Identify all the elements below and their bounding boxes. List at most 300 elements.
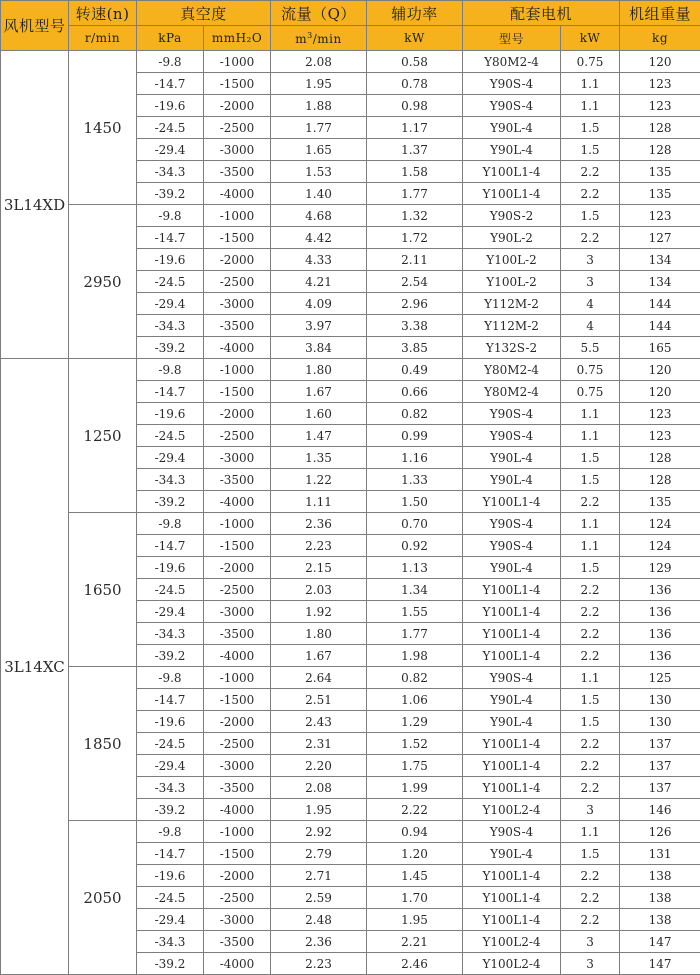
cell-power: 1.37 xyxy=(367,139,463,161)
cell-motor-kw: 2.2 xyxy=(561,733,620,755)
model-cell: 3L14XD xyxy=(1,51,69,359)
cell-flow: 2.51 xyxy=(271,689,367,711)
header-speed-unit: r/min xyxy=(69,26,137,51)
cell-power: 1.50 xyxy=(367,491,463,513)
cell-mmh2o: -2500 xyxy=(204,733,271,755)
cell-motor-type: Y100L1-4 xyxy=(463,777,561,799)
cell-weight: 123 xyxy=(620,95,700,117)
cell-motor-type: Y100L2-4 xyxy=(463,799,561,821)
cell-motor-type: Y80M2-4 xyxy=(463,381,561,403)
cell-motor-type: Y80M2-4 xyxy=(463,51,561,73)
header-model: 风机型号 xyxy=(1,1,69,51)
cell-motor-type: Y100L-2 xyxy=(463,271,561,293)
cell-weight: 123 xyxy=(620,403,700,425)
cell-motor-type: Y112M-2 xyxy=(463,315,561,337)
cell-flow: 2.15 xyxy=(271,557,367,579)
cell-mmh2o: -3000 xyxy=(204,139,271,161)
cell-motor-type: Y100L1-4 xyxy=(463,183,561,205)
cell-mmh2o: -2500 xyxy=(204,887,271,909)
cell-motor-kw: 2.2 xyxy=(561,579,620,601)
cell-flow: 1.77 xyxy=(271,117,367,139)
cell-kpa: -24.5 xyxy=(137,425,204,447)
cell-motor-kw: 1.1 xyxy=(561,95,620,117)
cell-mmh2o: -4000 xyxy=(204,799,271,821)
table-header xyxy=(1,1,700,51)
cell-motor-kw: 2.2 xyxy=(561,887,620,909)
cell-weight: 135 xyxy=(620,161,700,183)
cell-kpa: -39.2 xyxy=(137,953,204,975)
cell-motor-kw: 2.2 xyxy=(561,777,620,799)
cell-weight: 144 xyxy=(620,293,700,315)
cell-flow: 1.22 xyxy=(271,469,367,491)
cell-weight: 138 xyxy=(620,865,700,887)
cell-mmh2o: -3500 xyxy=(204,777,271,799)
cell-flow: 2.36 xyxy=(271,513,367,535)
cell-flow: 2.59 xyxy=(271,887,367,909)
header-speed: 转速(n) xyxy=(69,1,137,26)
cell-weight: 144 xyxy=(620,315,700,337)
cell-flow: 4.68 xyxy=(271,205,367,227)
cell-motor-kw: 3 xyxy=(561,953,620,975)
cell-motor-kw: 4 xyxy=(561,315,620,337)
cell-mmh2o: -1500 xyxy=(204,843,271,865)
cell-motor-kw: 2.2 xyxy=(561,645,620,667)
cell-flow: 1.11 xyxy=(271,491,367,513)
cell-power: 3.85 xyxy=(367,337,463,359)
cell-motor-type: Y90S-4 xyxy=(463,425,561,447)
cell-weight: 146 xyxy=(620,799,700,821)
cell-motor-type: Y90L-4 xyxy=(463,447,561,469)
cell-flow: 1.40 xyxy=(271,183,367,205)
cell-weight: 120 xyxy=(620,51,700,73)
cell-motor-kw: 1.5 xyxy=(561,205,620,227)
cell-weight: 126 xyxy=(620,821,700,843)
cell-mmh2o: -4000 xyxy=(204,183,271,205)
cell-mmh2o: -2000 xyxy=(204,711,271,733)
cell-flow: 2.23 xyxy=(271,535,367,557)
cell-mmh2o: -2000 xyxy=(204,865,271,887)
cell-motor-type: Y100L2-4 xyxy=(463,953,561,975)
cell-flow: 1.67 xyxy=(271,381,367,403)
cell-flow: 2.23 xyxy=(271,953,367,975)
cell-motor-type: Y90L-4 xyxy=(463,557,561,579)
cell-flow: 2.92 xyxy=(271,821,367,843)
cell-weight: 131 xyxy=(620,843,700,865)
cell-motor-kw: 3 xyxy=(561,249,620,271)
cell-mmh2o: -1500 xyxy=(204,689,271,711)
table-row xyxy=(1,667,700,689)
header-motor-kw: kW xyxy=(561,26,620,51)
cell-mmh2o: -4000 xyxy=(204,645,271,667)
cell-kpa: -14.7 xyxy=(137,381,204,403)
cell-power: 1.75 xyxy=(367,755,463,777)
cell-flow: 1.95 xyxy=(271,799,367,821)
cell-flow: 4.09 xyxy=(271,293,367,315)
cell-motor-kw: 1.1 xyxy=(561,535,620,557)
cell-motor-type: Y100L2-4 xyxy=(463,931,561,953)
cell-mmh2o: -2000 xyxy=(204,557,271,579)
cell-motor-type: Y100L1-4 xyxy=(463,909,561,931)
cell-flow: 1.35 xyxy=(271,447,367,469)
cell-power: 1.13 xyxy=(367,557,463,579)
cell-weight: 136 xyxy=(620,645,700,667)
cell-motor-kw: 1.1 xyxy=(561,73,620,95)
cell-power: 2.21 xyxy=(367,931,463,953)
cell-kpa: -34.3 xyxy=(137,623,204,645)
cell-flow: 3.84 xyxy=(271,337,367,359)
cell-motor-kw: 1.5 xyxy=(561,843,620,865)
header-motor-type: 型号 xyxy=(463,26,561,51)
cell-kpa: -14.7 xyxy=(137,689,204,711)
cell-mmh2o: -4000 xyxy=(204,953,271,975)
cell-mmh2o: -1000 xyxy=(204,205,271,227)
cell-kpa: -9.8 xyxy=(137,51,204,73)
cell-kpa: -14.7 xyxy=(137,535,204,557)
cell-flow: 1.65 xyxy=(271,139,367,161)
cell-mmh2o: -3000 xyxy=(204,909,271,931)
cell-motor-type: Y100L-2 xyxy=(463,249,561,271)
cell-mmh2o: -3000 xyxy=(204,447,271,469)
cell-flow: 1.47 xyxy=(271,425,367,447)
cell-weight: 128 xyxy=(620,117,700,139)
cell-power: 1.34 xyxy=(367,579,463,601)
cell-kpa: -29.4 xyxy=(137,139,204,161)
cell-weight: 137 xyxy=(620,733,700,755)
speed-cell: 2050 xyxy=(69,821,137,975)
cell-power: 1.32 xyxy=(367,205,463,227)
cell-mmh2o: -3000 xyxy=(204,293,271,315)
cell-motor-kw: 2.2 xyxy=(561,909,620,931)
cell-kpa: -39.2 xyxy=(137,337,204,359)
cell-motor-kw: 2.2 xyxy=(561,755,620,777)
cell-motor-type: Y90S-4 xyxy=(463,821,561,843)
cell-flow: 2.79 xyxy=(271,843,367,865)
cell-flow: 2.48 xyxy=(271,909,367,931)
speed-cell: 1650 xyxy=(69,513,137,667)
cell-weight: 129 xyxy=(620,557,700,579)
cell-kpa: -19.6 xyxy=(137,95,204,117)
cell-power: 0.98 xyxy=(367,95,463,117)
cell-weight: 128 xyxy=(620,447,700,469)
cell-flow: 2.20 xyxy=(271,755,367,777)
cell-motor-type: Y90S-4 xyxy=(463,535,561,557)
cell-mmh2o: -1500 xyxy=(204,227,271,249)
cell-motor-type: Y100L1-4 xyxy=(463,733,561,755)
cell-motor-type: Y90S-4 xyxy=(463,95,561,117)
cell-motor-type: Y100L1-4 xyxy=(463,887,561,909)
cell-motor-type: Y90L-4 xyxy=(463,689,561,711)
cell-flow: 1.80 xyxy=(271,623,367,645)
cell-weight: 137 xyxy=(620,777,700,799)
table-body xyxy=(1,51,700,975)
cell-flow: 1.88 xyxy=(271,95,367,117)
cell-power: 1.16 xyxy=(367,447,463,469)
cell-kpa: -34.3 xyxy=(137,469,204,491)
cell-kpa: -9.8 xyxy=(137,359,204,381)
header-flow: 流量（Q） xyxy=(271,1,367,26)
cell-motor-type: Y100L1-4 xyxy=(463,579,561,601)
table-row xyxy=(1,821,700,843)
cell-motor-kw: 1.5 xyxy=(561,711,620,733)
cell-mmh2o: -3500 xyxy=(204,469,271,491)
cell-flow: 4.21 xyxy=(271,271,367,293)
cell-power: 0.78 xyxy=(367,73,463,95)
cell-mmh2o: -2500 xyxy=(204,425,271,447)
cell-power: 2.54 xyxy=(367,271,463,293)
table-row xyxy=(1,513,700,535)
cell-kpa: -14.7 xyxy=(137,73,204,95)
cell-power: 1.98 xyxy=(367,645,463,667)
cell-weight: 123 xyxy=(620,205,700,227)
cell-weight: 137 xyxy=(620,755,700,777)
cell-kpa: -9.8 xyxy=(137,821,204,843)
cell-weight: 130 xyxy=(620,711,700,733)
cell-weight: 123 xyxy=(620,73,700,95)
flow-unit-base: m xyxy=(295,32,307,46)
table-row xyxy=(1,51,700,73)
cell-kpa: -34.3 xyxy=(137,315,204,337)
cell-mmh2o: -1500 xyxy=(204,535,271,557)
cell-motor-kw: 1.5 xyxy=(561,139,620,161)
cell-power: 1.72 xyxy=(367,227,463,249)
cell-mmh2o: -1500 xyxy=(204,381,271,403)
cell-kpa: -39.2 xyxy=(137,183,204,205)
cell-power: 0.58 xyxy=(367,51,463,73)
cell-flow: 2.64 xyxy=(271,667,367,689)
cell-flow: 1.92 xyxy=(271,601,367,623)
cell-power: 1.06 xyxy=(367,689,463,711)
cell-weight: 134 xyxy=(620,271,700,293)
cell-power: 2.46 xyxy=(367,953,463,975)
cell-weight: 128 xyxy=(620,469,700,491)
table-row xyxy=(1,205,700,227)
cell-weight: 135 xyxy=(620,183,700,205)
flow-unit-tail: /min xyxy=(313,32,342,46)
cell-mmh2o: -2000 xyxy=(204,403,271,425)
cell-mmh2o: -1000 xyxy=(204,513,271,535)
cell-flow: 2.03 xyxy=(271,579,367,601)
cell-weight: 136 xyxy=(620,623,700,645)
cell-mmh2o: -3000 xyxy=(204,601,271,623)
cell-kpa: -34.3 xyxy=(137,161,204,183)
cell-kpa: -19.6 xyxy=(137,249,204,271)
cell-motor-kw: 1.5 xyxy=(561,557,620,579)
cell-mmh2o: -2500 xyxy=(204,271,271,293)
cell-motor-kw: 1.5 xyxy=(561,117,620,139)
cell-motor-kw: 0.75 xyxy=(561,359,620,381)
cell-motor-type: Y90L-4 xyxy=(463,843,561,865)
cell-kpa: -39.2 xyxy=(137,645,204,667)
cell-motor-kw: 2.2 xyxy=(561,227,620,249)
cell-flow: 3.97 xyxy=(271,315,367,337)
cell-weight: 138 xyxy=(620,909,700,931)
header-vacuum-kpa: kPa xyxy=(137,26,204,51)
cell-motor-type: Y90S-4 xyxy=(463,403,561,425)
cell-power: 0.66 xyxy=(367,381,463,403)
cell-power: 0.82 xyxy=(367,403,463,425)
cell-motor-type: Y100L1-4 xyxy=(463,755,561,777)
cell-kpa: -39.2 xyxy=(137,491,204,513)
cell-kpa: -29.4 xyxy=(137,909,204,931)
cell-power: 0.99 xyxy=(367,425,463,447)
cell-motor-type: Y90L-4 xyxy=(463,117,561,139)
cell-power: 1.55 xyxy=(367,601,463,623)
cell-weight: 165 xyxy=(620,337,700,359)
cell-power: 1.77 xyxy=(367,183,463,205)
cell-flow: 2.08 xyxy=(271,777,367,799)
cell-power: 1.29 xyxy=(367,711,463,733)
cell-power: 0.82 xyxy=(367,667,463,689)
cell-kpa: -24.5 xyxy=(137,271,204,293)
cell-power: 1.99 xyxy=(367,777,463,799)
header-weight-unit: kg xyxy=(620,26,700,51)
cell-power: 0.92 xyxy=(367,535,463,557)
header-vacuum: 真空度 xyxy=(137,1,271,26)
cell-kpa: -29.4 xyxy=(137,293,204,315)
cell-motor-kw: 1.5 xyxy=(561,447,620,469)
cell-motor-kw: 2.2 xyxy=(561,601,620,623)
cell-motor-type: Y90S-4 xyxy=(463,73,561,95)
cell-weight: 135 xyxy=(620,491,700,513)
cell-flow: 4.42 xyxy=(271,227,367,249)
cell-flow: 2.08 xyxy=(271,51,367,73)
cell-power: 1.52 xyxy=(367,733,463,755)
cell-motor-type: Y90L-2 xyxy=(463,227,561,249)
cell-flow: 1.95 xyxy=(271,73,367,95)
cell-kpa: -24.5 xyxy=(137,117,204,139)
cell-power: 3.38 xyxy=(367,315,463,337)
cell-motor-type: Y90L-4 xyxy=(463,469,561,491)
header-flow-unit xyxy=(271,26,367,51)
speed-cell: 1850 xyxy=(69,667,137,821)
model-cell: 3L14XC xyxy=(1,359,69,975)
cell-power: 0.94 xyxy=(367,821,463,843)
cell-motor-type: Y80M2-4 xyxy=(463,359,561,381)
cell-kpa: -19.6 xyxy=(137,403,204,425)
cell-motor-kw: 3 xyxy=(561,271,620,293)
cell-motor-kw: 0.75 xyxy=(561,51,620,73)
cell-power: 1.17 xyxy=(367,117,463,139)
cell-mmh2o: -3500 xyxy=(204,161,271,183)
cell-weight: 124 xyxy=(620,513,700,535)
cell-kpa: -34.3 xyxy=(137,931,204,953)
cell-kpa: -9.8 xyxy=(137,513,204,535)
cell-weight: 134 xyxy=(620,249,700,271)
header-power: 辅功率 xyxy=(367,1,463,26)
cell-motor-type: Y132S-2 xyxy=(463,337,561,359)
speed-cell: 1250 xyxy=(69,359,137,513)
cell-mmh2o: -2500 xyxy=(204,579,271,601)
cell-mmh2o: -1000 xyxy=(204,359,271,381)
cell-kpa: -29.4 xyxy=(137,601,204,623)
cell-power: 0.49 xyxy=(367,359,463,381)
cell-mmh2o: -3500 xyxy=(204,623,271,645)
cell-motor-kw: 1.5 xyxy=(561,689,620,711)
cell-motor-kw: 1.5 xyxy=(561,469,620,491)
cell-motor-type: Y100L1-4 xyxy=(463,623,561,645)
cell-kpa: -14.7 xyxy=(137,843,204,865)
cell-flow: 2.71 xyxy=(271,865,367,887)
cell-power: 1.33 xyxy=(367,469,463,491)
cell-motor-kw: 5.5 xyxy=(561,337,620,359)
cell-power: 1.70 xyxy=(367,887,463,909)
speed-cell: 2950 xyxy=(69,205,137,359)
cell-motor-type: Y90L-4 xyxy=(463,711,561,733)
cell-power: 2.11 xyxy=(367,249,463,271)
speed-cell: 1450 xyxy=(69,51,137,205)
cell-mmh2o: -2000 xyxy=(204,249,271,271)
cell-motor-kw: 2.2 xyxy=(561,183,620,205)
cell-motor-kw: 3 xyxy=(561,799,620,821)
cell-weight: 127 xyxy=(620,227,700,249)
cell-kpa: -24.5 xyxy=(137,733,204,755)
cell-weight: 138 xyxy=(620,887,700,909)
cell-power: 0.70 xyxy=(367,513,463,535)
cell-weight: 130 xyxy=(620,689,700,711)
cell-kpa: -9.8 xyxy=(137,205,204,227)
cell-kpa: -19.6 xyxy=(137,711,204,733)
cell-flow: 1.67 xyxy=(271,645,367,667)
cell-kpa: -14.7 xyxy=(137,227,204,249)
cell-weight: 128 xyxy=(620,139,700,161)
header-power-unit: kW xyxy=(367,26,463,51)
cell-mmh2o: -4000 xyxy=(204,337,271,359)
cell-power: 1.20 xyxy=(367,843,463,865)
table-row xyxy=(1,359,700,381)
cell-kpa: -29.4 xyxy=(137,447,204,469)
header-weight: 机组重量 xyxy=(620,1,700,26)
cell-mmh2o: -2000 xyxy=(204,95,271,117)
cell-mmh2o: -1000 xyxy=(204,51,271,73)
cell-motor-kw: 1.1 xyxy=(561,821,620,843)
flow-unit-sup: 3 xyxy=(307,31,313,40)
cell-mmh2o: -3500 xyxy=(204,931,271,953)
cell-kpa: -19.6 xyxy=(137,865,204,887)
cell-kpa: -24.5 xyxy=(137,579,204,601)
cell-power: 1.58 xyxy=(367,161,463,183)
cell-motor-kw: 1.1 xyxy=(561,667,620,689)
cell-kpa: -39.2 xyxy=(137,799,204,821)
cell-weight: 124 xyxy=(620,535,700,557)
cell-kpa: -34.3 xyxy=(137,777,204,799)
cell-motor-type: Y100L1-4 xyxy=(463,865,561,887)
cell-mmh2o: -1000 xyxy=(204,667,271,689)
cell-flow: 2.43 xyxy=(271,711,367,733)
cell-weight: 125 xyxy=(620,667,700,689)
cell-flow: 1.60 xyxy=(271,403,367,425)
cell-mmh2o: -4000 xyxy=(204,491,271,513)
cell-motor-kw: 3 xyxy=(561,931,620,953)
cell-weight: 120 xyxy=(620,359,700,381)
cell-power: 1.95 xyxy=(367,909,463,931)
header-motor: 配套电机 xyxy=(463,1,620,26)
cell-motor-kw: 2.2 xyxy=(561,491,620,513)
cell-kpa: -19.6 xyxy=(137,557,204,579)
cell-motor-type: Y90S-2 xyxy=(463,205,561,227)
cell-power: 2.96 xyxy=(367,293,463,315)
cell-motor-kw: 0.75 xyxy=(561,381,620,403)
cell-mmh2o: -2500 xyxy=(204,117,271,139)
cell-power: 2.22 xyxy=(367,799,463,821)
cell-motor-kw: 2.2 xyxy=(561,865,620,887)
cell-motor-type: Y90S-4 xyxy=(463,513,561,535)
cell-motor-kw: 1.1 xyxy=(561,403,620,425)
cell-kpa: -29.4 xyxy=(137,755,204,777)
cell-flow: 4.33 xyxy=(271,249,367,271)
cell-motor-kw: 2.2 xyxy=(561,623,620,645)
header-vacuum-mmh2o: mmH₂O xyxy=(204,26,271,51)
cell-mmh2o: -3500 xyxy=(204,315,271,337)
